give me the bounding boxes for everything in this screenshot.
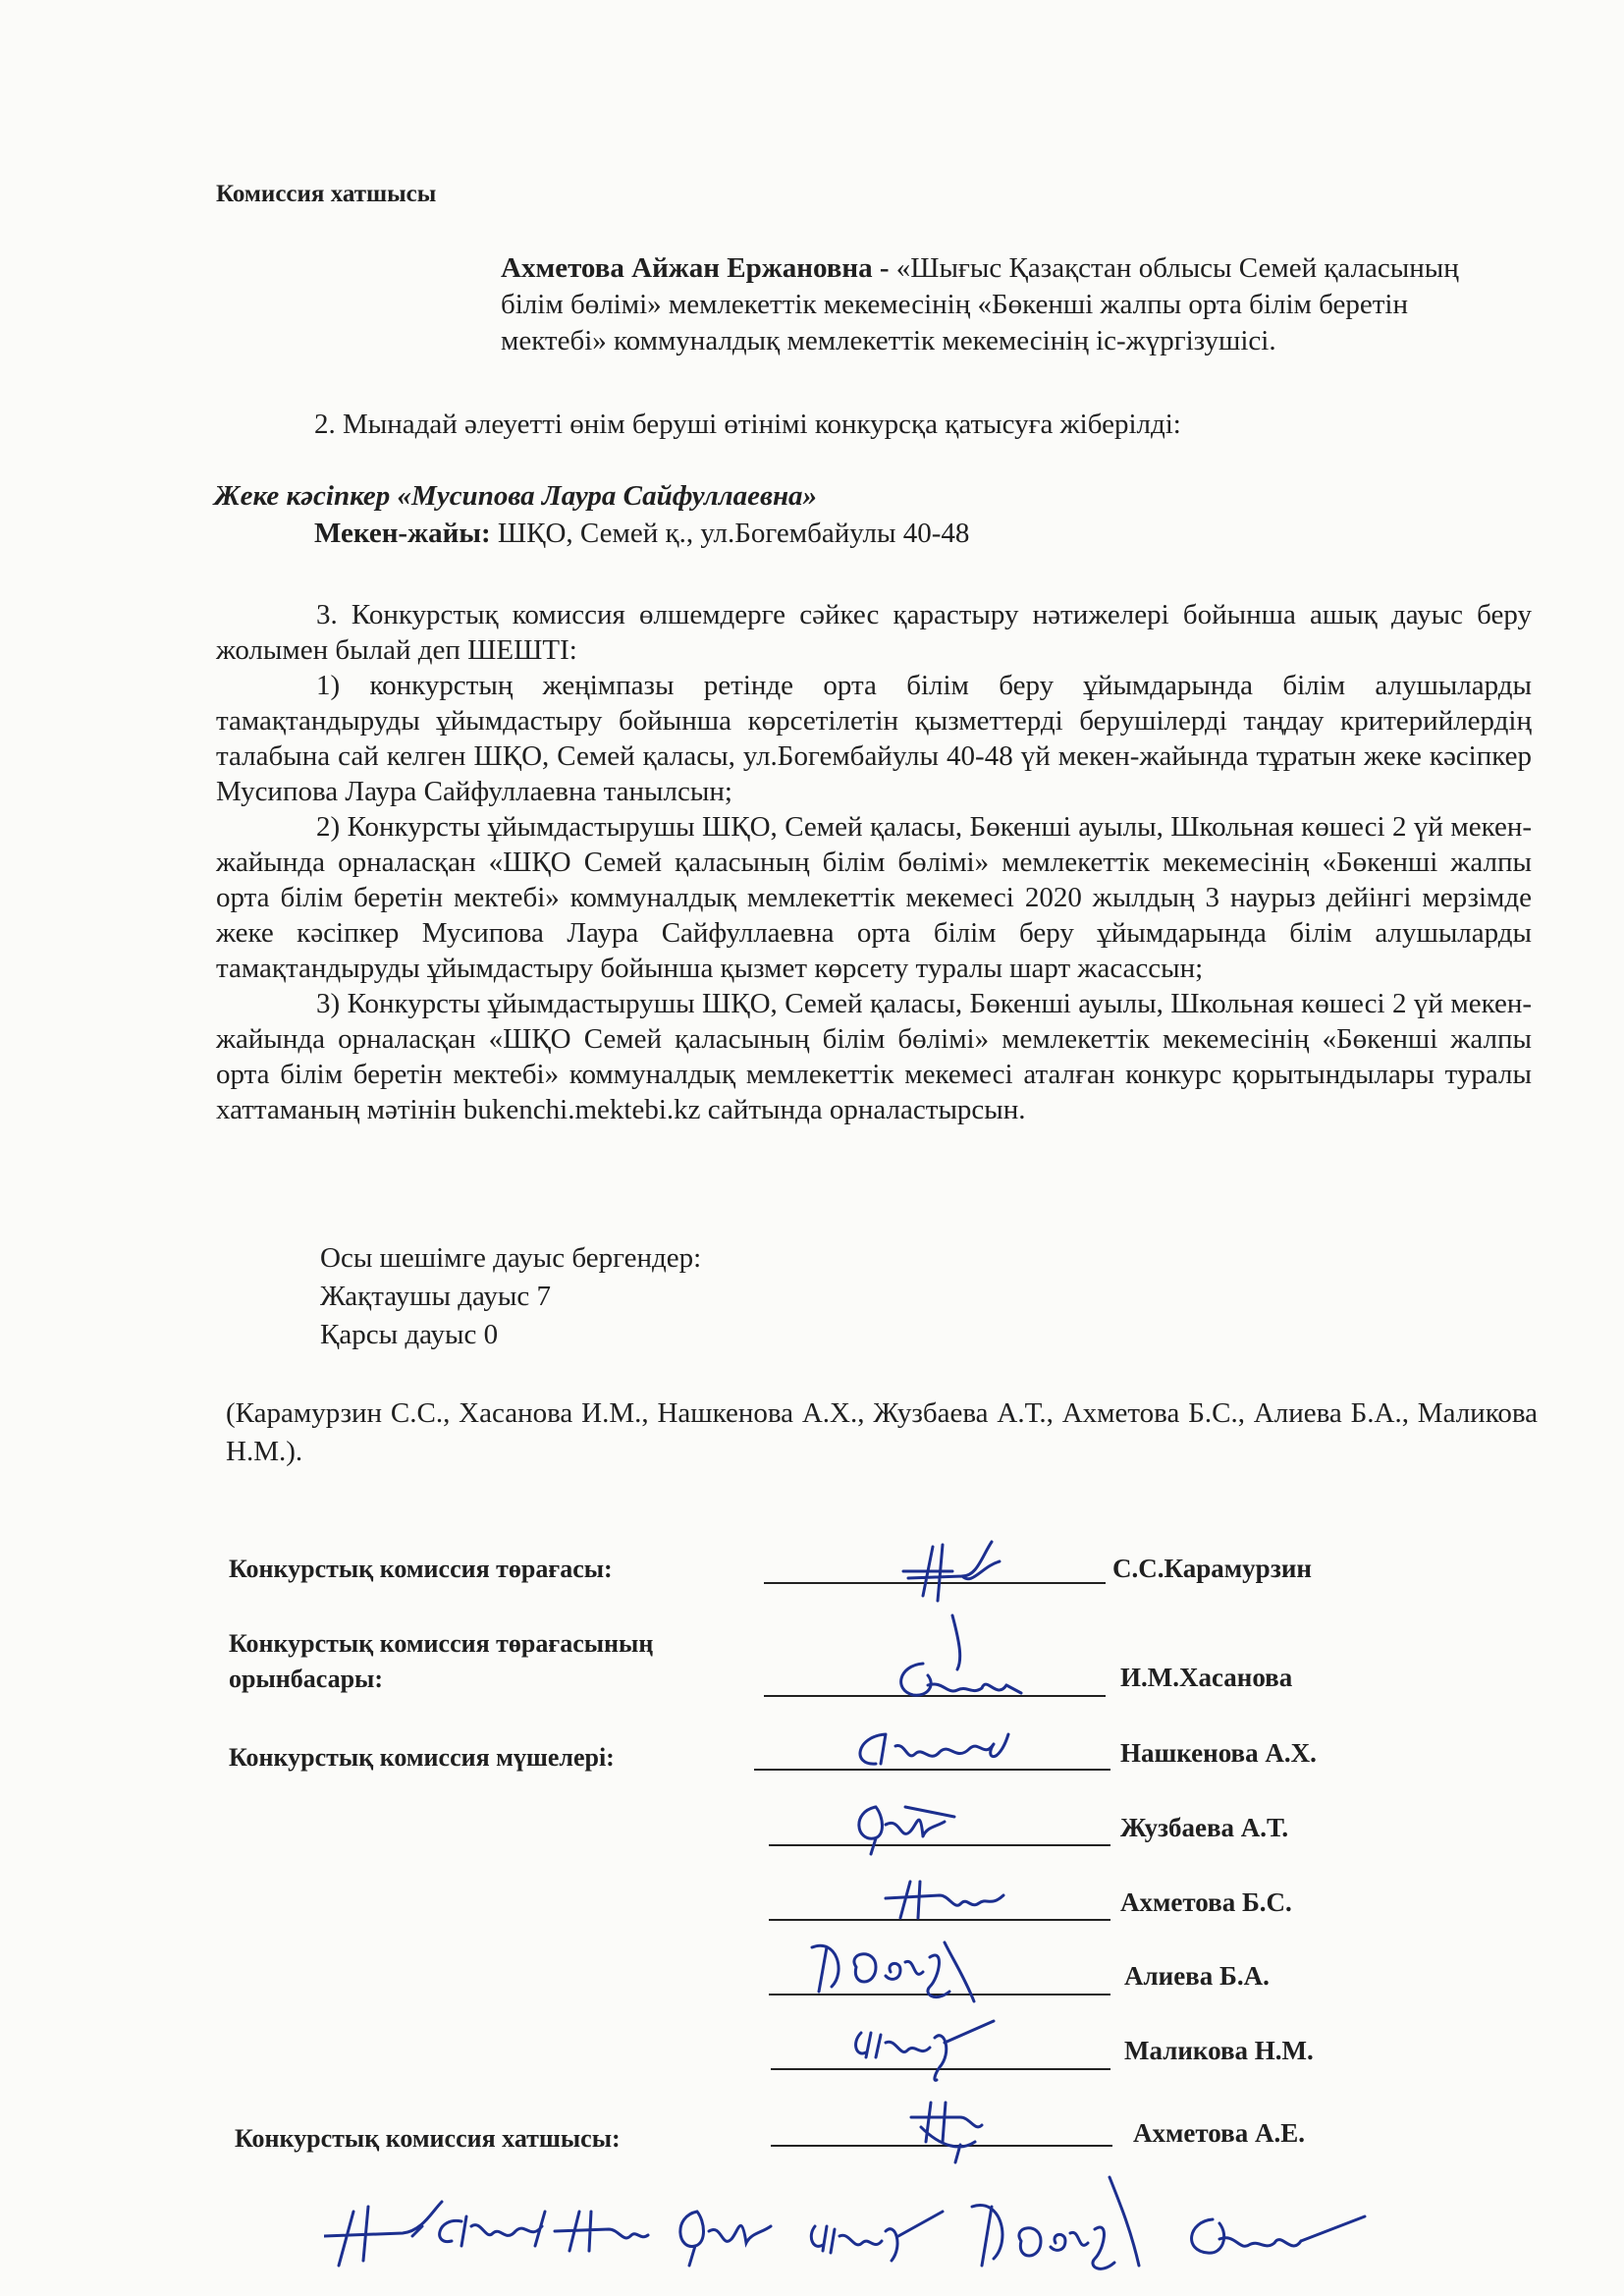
secretary-name: Ахметова Айжан Ержановна - bbox=[501, 252, 890, 284]
address-label: Мекен-жайы: bbox=[314, 518, 491, 549]
chair-name: С.С.Карамурзин bbox=[1112, 1554, 1312, 1583]
decision-1: 1) конкурстың жеңімпазы ретінде орта білім беру ұйымдарында білім алушыларды тамақтандыруды ұйымдастыру бойынша көрсетілетін қызметтерді берушілерді таңдау критерийлердің талабына сай келген ШҚО, Семей қаласы, ул.Богембайулы 40-48 үй мекен-жайында тұратын жеке кәсіпкер Мусипова Лаура Сайфуллаевна танылсын; bbox=[216, 670, 1532, 807]
decision-2: 2) Конкурсты ұйымдастырушы ШҚО, Семей қаласы, Бөкенші ауылы, Школьная көшесі 2 үй мекен-жайында орналасқан «ШҚО Семей қаласының білім бөлімі» мемлекеттік мекемесінің «Бөкенші жалпы орта білім беретін мектебі» коммуналдық мемлекеттік мекемесі 2020 жылдың 3 наурыз дейінгі мерзімде жеке кәсіпкер Мусипова Лаура Сайфуллаевна орта білім беру ұйымдарында білім алушыларды тамақтандыруды ұйымдастыру бойынша қызмет көрсету туралы шарт жасассын; bbox=[216, 811, 1532, 984]
secretary-heading: Комиссия хатшысы bbox=[216, 181, 437, 207]
vote-summary bbox=[320, 1239, 701, 1354]
member-name-5: Маликова Н.М. bbox=[1124, 2036, 1314, 2065]
member-3-signature bbox=[881, 1874, 1008, 1923]
secretary-signature bbox=[901, 2098, 1000, 2166]
member-name-3: Ахметова Б.С. bbox=[1120, 1887, 1292, 1917]
secretary-name-signature: Ахметова А.Е. bbox=[1133, 2118, 1305, 2148]
secretary-block bbox=[501, 250, 1492, 359]
decision-3: 3) Конкурсты ұйымдастырушы ШҚО, Семей қаласы, Бөкенші ауылы, Школьная көшесі 2 үй мекен-жайында орналасқан «ШҚО Семей қаласының білім бөлімі» мемлекеттік мекемесінің «Бөкенші жалпы орта білім беретін мектебі» коммуналдық мемлекеттік мекемесі аталған конкурс қорытындылары туралы хаттаманың мәтінін bukenchi.mektebi.kz сайтында орналастырсын. bbox=[216, 988, 1532, 1125]
deputy-name: И.М.Хасанова bbox=[1120, 1663, 1293, 1692]
item2-text: 2. Мынадай әлеуетті өнім беруші өтінімі конкурсқа қатысуға жіберілді: bbox=[314, 409, 1181, 440]
item3-intro: 3. Конкурстық комиссия өлшемдерге сәйкес қарастыру нәтижелері бойынша ашық дауыс беру жолымен былай деп ШЕШТІ: bbox=[216, 599, 1532, 666]
members-role: Конкурстық комиссия мүшелері: bbox=[229, 1743, 615, 1772]
chair-role: Конкурстық комиссия төрағасы: bbox=[229, 1555, 613, 1583]
votes-for: Жақтаушы дауыс 7 bbox=[320, 1281, 551, 1312]
voting-members-list: (Карамурзин С.С., Хасанова И.М., Нашкенова А.Х., Жузбаева А.Т., Ахметова Б.С., Алиева Б.А., Маликова Н.М.). bbox=[226, 1397, 1538, 1467]
member-name-1: Нашкенова А.Х. bbox=[1120, 1738, 1317, 1768]
deputy-role: Конкурстық комиссия төрағасының орынбасары: bbox=[229, 1629, 654, 1693]
member-name-2: Жузбаева А.Т. bbox=[1120, 1813, 1289, 1842]
entrepreneur-name: Жеке кәсіпкер «Мусипова Лаура Сайфуллаевна» bbox=[214, 480, 818, 512]
secretary-role: Конкурстық комиссия хатшысы: bbox=[235, 2124, 621, 2153]
member-name-4: Алиева Б.А. bbox=[1124, 1961, 1270, 1991]
address-value: ШҚО, Семей қ., ул.Богембайулы 40-48 bbox=[497, 518, 970, 549]
member-4-signature bbox=[807, 1933, 1003, 2011]
item3-block bbox=[216, 597, 1532, 1127]
member-2-signature bbox=[846, 1797, 964, 1856]
entrepreneur-address bbox=[314, 518, 969, 550]
member-1-signature bbox=[846, 1724, 1013, 1774]
bottom-initials-signatures bbox=[324, 2172, 1483, 2280]
secretary-position: «Шығыс Қазақстан облысы Семей қаласының білім бөлімі» мемлекеттік мекемесінің «Бөкенші жалпы орта білім беретін мектебі» коммуналдық мемлекеттік мекемесінің іс-жүргізушісі. bbox=[501, 252, 1459, 356]
votes-heading: Осы шешімге дауыс бергендер: bbox=[320, 1242, 702, 1274]
member-5-signature bbox=[846, 2013, 1003, 2082]
votes-against: Қарсы дауыс 0 bbox=[320, 1319, 499, 1350]
chair-signature bbox=[884, 1517, 1031, 1674]
deputy-signature bbox=[889, 1656, 1026, 1705]
